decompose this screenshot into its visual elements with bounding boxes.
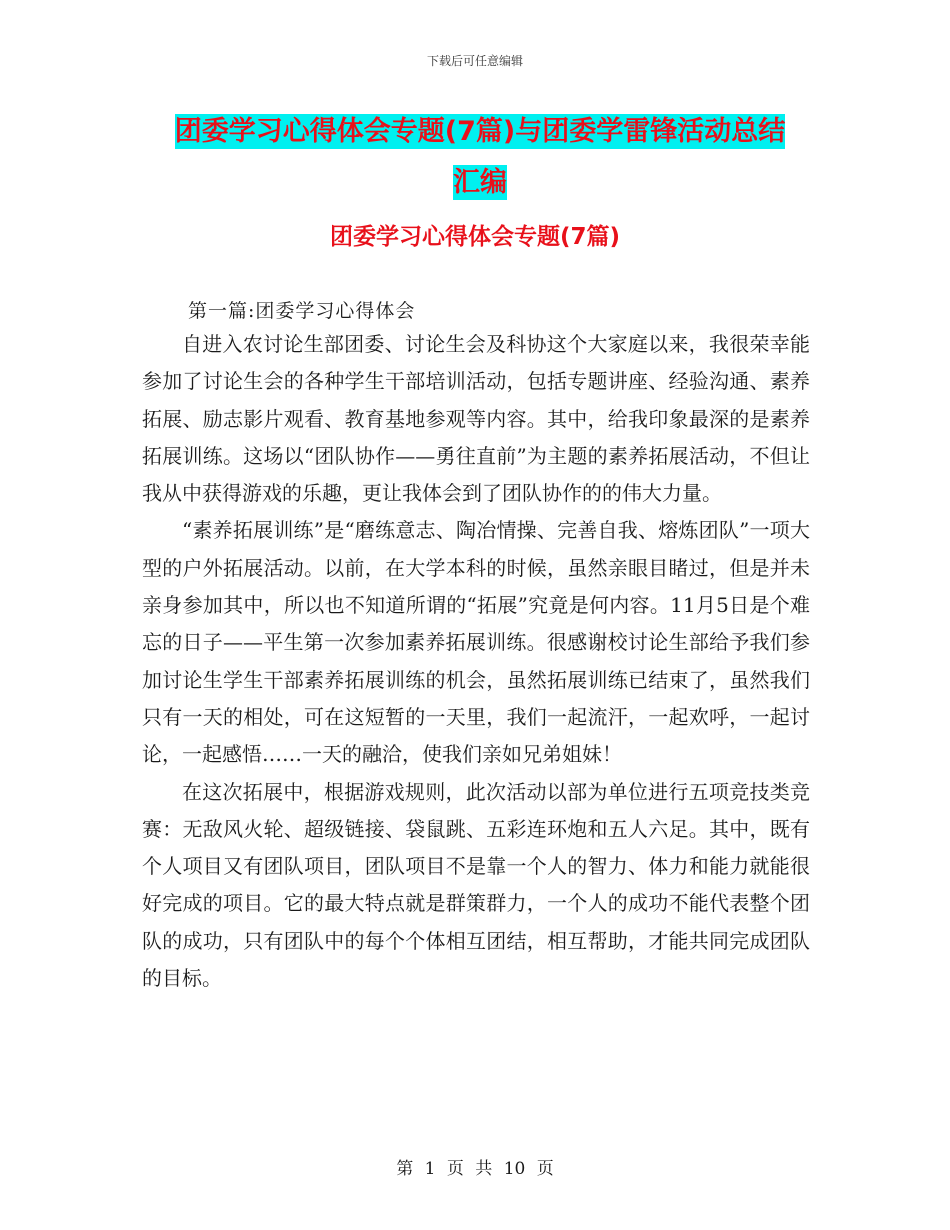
document-title [140,106,820,208]
paragraph: “素养拓展训练”是“磨练意志、陶冶情操、完善自我、熔炼团队”一项大型的户外拓展活动。以前，在大学本科的时候，虽然亲眼目睹过，但是并未亲身参加其中，所以也不知道所谓的“拓展”究竟是何内容。11月5日是个难忘的日子——平生第一次参加素养拓展训练。很感谢校讨论生部给予我们参加讨论生学生干部素养拓展训练的机会，虽然拓展训练已结束了，虽然我们只有一天的相处，可在这短暂的一天里，我们一起流汗，一起欢呼，一起讨论，一起感悟……一天的融洽，使我们亲如兄弟姐妹！ [142,518,810,767]
section-title: 团委学习心得体会专题(7篇) [329,224,621,250]
document-title-line1: 团委学习心得体会专题(7篇)与团委学雷锋活动总结 [174,116,786,147]
document-title-line2: 汇编 [453,167,507,198]
page-header-note: 下载后可任意编辑 [426,54,523,68]
paragraph: 在这次拓展中，根据游戏规则，此次活动以部为单位进行五项竞技类竞赛：无敌风火轮、超级链接、袋鼠跳、五彩连环炮和五人六足。其中，既有个人项目又有团队项目，团队项目不是靠一个人的智力、体力和能力就能很好完成的项目。它的最大特点就是群策群力，一个人的成功不能代表整个团队的成功，只有团队中的每个个体相互团结，相互帮助，才能共同完成团队的目标。 [142,779,810,991]
chapter-heading: 第一篇:团委学习心得体会 [188,300,416,322]
paragraph: 自进入农讨论生部团委、讨论生会及科协这个大家庭以来，我很荣幸能参加了讨论生会的各种学生干部培训活动，包括专题讲座、经验沟通、素养拓展、励志影片观看、教育基地参观等内容。其中，给我印象最深的是素养拓展训练。这场以“团队协作——勇往直前”为主题的素养拓展活动，不但让我从中获得游戏的乐趣，更让我体会到了团队协作的的伟大力量。 [142,332,810,506]
body-text [142,326,810,997]
page-footer: 第 1 页 共 10 页 [396,1159,554,1179]
